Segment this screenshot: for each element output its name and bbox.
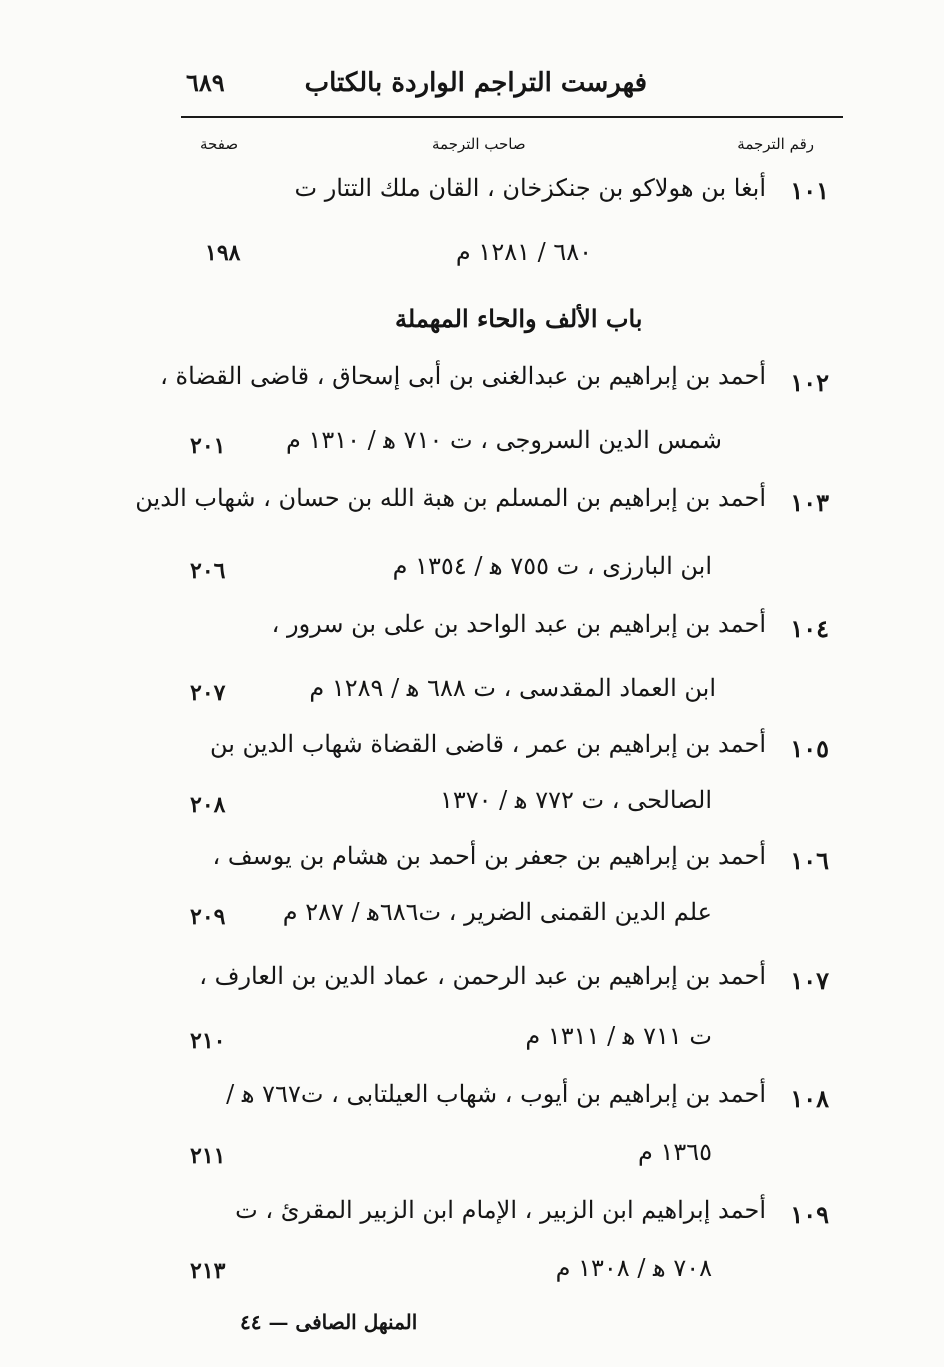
column-header-page: صفحة [200,135,239,153]
entry-number: ١٠٤ [790,614,829,643]
entry-number: ١٠٥ [790,734,829,763]
entry-name-line2: علم الدين القمنى الضرير ، ت٦٨٦ﻫ / ٢٨٧ م [282,898,712,926]
entry-name-line1: أحمد بن إبراهيم بن جعفر بن أحمد بن هشام بن يوسف ، [212,842,766,870]
entry-name-line1: أحمد بن إبراهيم بن عبدالغنى بن أبى إسحاق ، قاضى القضاة ، [160,362,766,390]
entry-page: ٢٠٩ [190,904,226,930]
entry-name-line2: ابن العماد المقدسى ، ت ٦٨٨ ﻫ / ١٢٨٩ م [309,674,716,702]
page-header [180,68,842,108]
entry-number: ١٠٢ [790,368,829,397]
entry-name-line2: شمس الدين السروجى ، ت ٧١٠ ﻫ / ١٣١٠ م [285,426,722,454]
entry-name-line1: أحمد بن إبراهيم بن أيوب ، شهاب العيلتابى ، ت٧٦٧ ﻫ / [226,1080,766,1108]
entry-name-line1: أحمد بن إبراهيم بن عبد الواحد بن على بن سرور ، [271,610,766,638]
entry-page: ١٩٨ [205,240,241,266]
column-header-name: صاحب الترجمة [432,135,526,153]
page-title: فهرست التراجم الواردة بالكتاب [304,68,647,98]
section-heading: باب الألف والحاء المهملة [395,304,643,333]
page-number: ٦٨٩ [186,68,225,97]
entry-number: ١٠١ [790,176,829,205]
entry-name-line1: أحمد إبراهيم ابن الزبير ، الإمام ابن الزبير المقرئ ، ت [235,1196,766,1224]
entry-page: ٢٠٧ [190,680,226,706]
entry-page: ٢٠٨ [190,792,226,818]
header-rule [181,116,843,118]
entry-number: ١٠٧ [790,966,829,995]
entry-name-line2: ت ٧١١ ﻫ / ١٣١١ م [525,1022,712,1050]
entry-name-line2: ٧٠٨ ﻫ / ١٣٠٨ م [555,1254,712,1282]
entry-page: ٢١٠ [190,1028,226,1054]
entry-name-line1: أبغا بن هولاكو بن جنكزخان ، القان ملك التتار ت [294,174,766,202]
entry-name-line2: ابن البارزى ، ت ٧٥٥ ﻫ / ١٣٥٤ م [392,552,712,580]
entry-name-line1: أحمد بن إبراهيم بن عمر ، قاضى القضاة شهاب الدين بن [209,730,766,758]
entry-number: ١٠٩ [790,1200,829,1229]
entry-page: ٢١٣ [190,1258,226,1284]
entry-number: ١٠٦ [790,846,829,875]
column-header-entry-number: رقم الترجمة [737,135,814,153]
entry-name-line2: الصالحى ، ت ٧٧٢ ﻫ / ١٣٧٠ [439,786,712,814]
entry-name-line1: أحمد بن إبراهيم بن عبد الرحمن ، عماد الدين بن العارف ، [199,962,766,990]
entry-name-line1: أحمد بن إبراهيم بن المسلم بن هبة الله بن حسان ، شهاب الدين [135,484,766,512]
page-footer: المنهل الصافى — ٤٤ [240,1310,418,1334]
entry-page: ٢٠١ [190,433,226,459]
entry-number: ١٠٣ [790,488,829,517]
entry-page: ٢٠٦ [190,558,226,584]
entry-number: ١٠٨ [790,1084,829,1113]
entry-name-line2: ٦٨٠ / ١٢٨١ م [455,238,592,266]
entry-page: ٢١١ [190,1143,226,1169]
entry-name-line2: ١٣٦٥ م [637,1138,712,1166]
